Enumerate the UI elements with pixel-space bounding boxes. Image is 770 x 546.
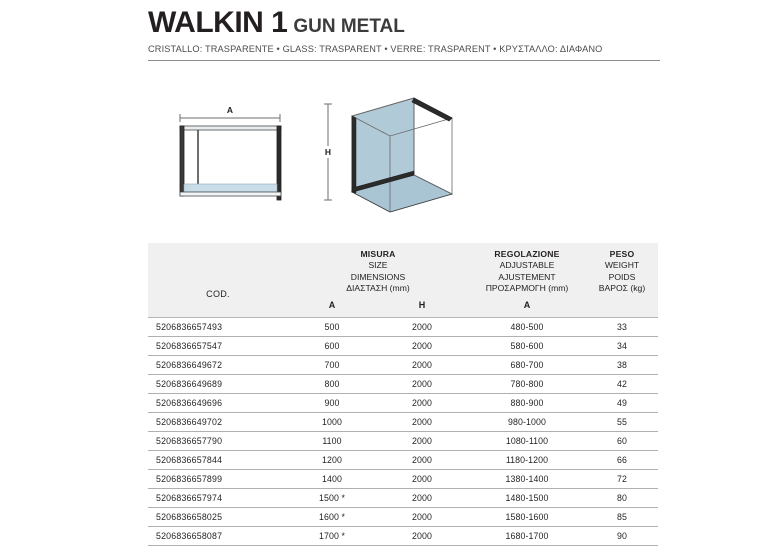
page-title [148, 8, 660, 38]
cell-adj: 1080-1100 [468, 432, 586, 451]
isometric-view-svg [316, 74, 516, 224]
cell-cod: 5206836657547 [148, 337, 288, 356]
subheader-kg [586, 299, 658, 318]
cell-a: 1100 [288, 432, 376, 451]
cell-kg: 80 [586, 489, 658, 508]
dimension-h-label: H [324, 147, 332, 157]
table-row [148, 413, 658, 432]
cell-adj: 880-900 [468, 394, 586, 413]
cell-kg: 60 [586, 432, 658, 451]
cell-kg: 90 [586, 527, 658, 546]
product-header [148, 8, 660, 61]
cell-h: 2000 [376, 318, 468, 337]
cell-adj: 480-500 [468, 318, 586, 337]
dimension-h-group [321, 104, 335, 200]
cell-h: 2000 [376, 432, 468, 451]
rail-top-rear [412, 98, 452, 121]
column-header-weight [586, 243, 658, 299]
table-row [148, 356, 658, 375]
size-line-3: DIMENSIONS [350, 271, 406, 282]
cell-a: 1500 * [288, 489, 376, 508]
cell-adj: 780-800 [468, 375, 586, 394]
cell-h: 2000 [376, 508, 468, 527]
column-header-size [288, 243, 468, 299]
cell-adj: 1580-1600 [468, 508, 586, 527]
cell-cod: 5206836658087 [148, 527, 288, 546]
cell-kg: 72 [586, 470, 658, 489]
subheader-a: A [288, 299, 376, 318]
front-view-drawing [168, 104, 298, 219]
glass-type-subtitle: CRISTALLO: TRASPARENTE • GLASS: TRASPARENT • VERRE: TRASPARENT • ΚΡΥΣΤΑΛΛΟ: ΔΙΑΦΑΝΟ [148, 44, 603, 54]
subheader-adj: A [468, 299, 586, 318]
cell-cod: 5206836657493 [148, 318, 288, 337]
cell-a: 1000 [288, 413, 376, 432]
weight-line-3: POIDS [608, 271, 636, 282]
cell-h: 2000 [376, 489, 468, 508]
table-row [148, 508, 658, 527]
profile-left-vertical [352, 116, 356, 193]
cell-kg: 55 [586, 413, 658, 432]
size-line-4: ΔΙΑΣΤΑΣΗ (mm) [346, 283, 410, 294]
cell-cod: 5206836649696 [148, 394, 288, 413]
column-header-adjustable [468, 243, 586, 299]
cell-h: 2000 [376, 356, 468, 375]
cell-adj: 980-1000 [468, 413, 586, 432]
cell-adj: 1480-1500 [468, 489, 586, 508]
cell-a: 600 [288, 337, 376, 356]
dimension-a-label: A [226, 105, 234, 115]
cell-a: 1600 * [288, 508, 376, 527]
cell-kg: 42 [586, 375, 658, 394]
cell-kg: 38 [586, 356, 658, 375]
cell-h: 2000 [376, 451, 468, 470]
adjustable-line-2: ADJUSTABLE [499, 260, 555, 271]
cell-h: 2000 [376, 394, 468, 413]
cell-cod: 5206836657899 [148, 470, 288, 489]
size-line-1: MISURA [360, 249, 396, 259]
specifications-table [148, 243, 658, 546]
column-header-cod: COD. [148, 243, 288, 299]
weight-line-4: ΒΑΡΟΣ (kg) [598, 283, 646, 294]
cell-a: 1200 [288, 451, 376, 470]
size-line-2: SIZE [368, 260, 388, 271]
weight-line-2: WEIGHT [604, 260, 640, 271]
table-row [148, 470, 658, 489]
adjustable-line-3: AJUSTEMENT [498, 271, 556, 282]
table-row [148, 432, 658, 451]
header-divider [148, 60, 660, 61]
cell-kg: 85 [586, 508, 658, 527]
cell-cod: 5206836657790 [148, 432, 288, 451]
table-subheader-row [148, 299, 658, 318]
subheader-h: H [376, 299, 468, 318]
table-body [148, 318, 658, 546]
table-row [148, 318, 658, 337]
cell-a: 500 [288, 318, 376, 337]
cell-a: 800 [288, 375, 376, 394]
cell-cod: 5206836658025 [148, 508, 288, 527]
cell-a: 900 [288, 394, 376, 413]
cell-a: 1400 [288, 470, 376, 489]
product-name: WALKIN 1 [148, 6, 288, 39]
table-row [148, 489, 658, 508]
table-row [148, 394, 658, 413]
isometric-view-drawing [316, 74, 516, 229]
cell-cod: 5206836657974 [148, 489, 288, 508]
cell-adj: 1680-1700 [468, 527, 586, 546]
cell-h: 2000 [376, 337, 468, 356]
cell-adj: 1380-1400 [468, 470, 586, 489]
cell-adj: 680-700 [468, 356, 586, 375]
cell-kg: 49 [586, 394, 658, 413]
table-row [148, 451, 658, 470]
cell-a: 700 [288, 356, 376, 375]
adjustable-line-4: ΠΡΟΣΑΡΜΟΓΗ (mm) [485, 283, 569, 294]
cell-cod: 5206836657844 [148, 451, 288, 470]
cell-h: 2000 [376, 470, 468, 489]
cell-cod: 5206836649702 [148, 413, 288, 432]
cell-h: 2000 [376, 527, 468, 546]
cell-h: 2000 [376, 375, 468, 394]
cell-kg: 66 [586, 451, 658, 470]
technical-drawings [148, 72, 660, 232]
cell-adj: 580-600 [468, 337, 586, 356]
adjustable-line-1: REGOLAZIONE [494, 249, 560, 259]
table-row [148, 337, 658, 356]
cell-adj: 1180-1200 [468, 451, 586, 470]
table-header [148, 243, 658, 318]
subheader-cod [148, 299, 288, 318]
cell-cod: 5206836649689 [148, 375, 288, 394]
weight-line-1: PESO [609, 249, 635, 259]
cell-h: 2000 [376, 413, 468, 432]
cell-cod: 5206836649672 [148, 356, 288, 375]
front-view-svg [168, 104, 298, 214]
cell-a: 1700 * [288, 527, 376, 546]
table-row [148, 375, 658, 394]
table-row [148, 527, 658, 546]
cell-kg: 33 [586, 318, 658, 337]
product-finish: GUN METAL [293, 16, 405, 37]
dimension-a-group [180, 105, 280, 122]
glass-panel-main [352, 98, 414, 192]
cell-kg: 34 [586, 337, 658, 356]
